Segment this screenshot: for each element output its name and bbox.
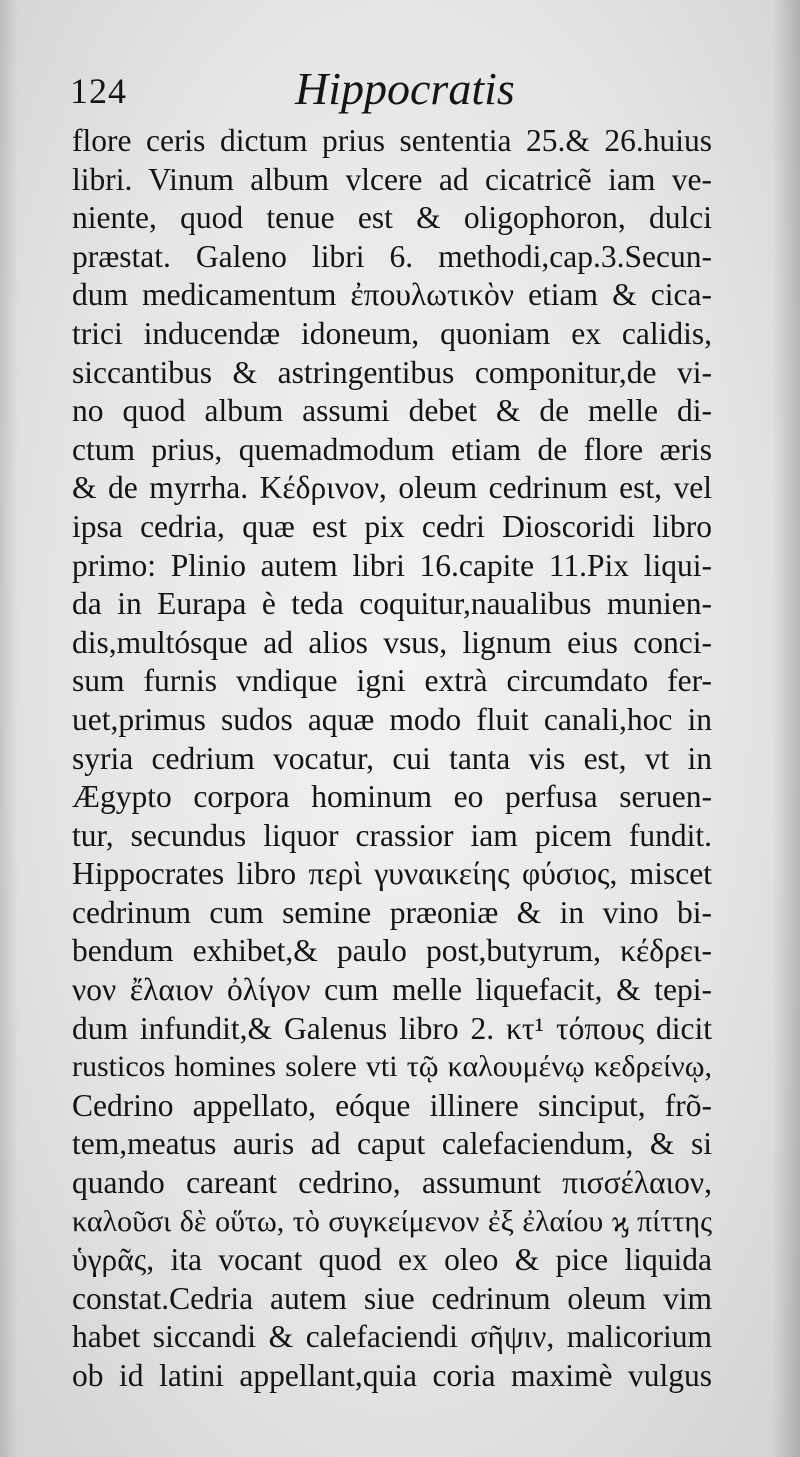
text-line: tur, secundus liquor crassior iam picem fundit. xyxy=(72,817,712,853)
text-line: uet,primus sudos aquæ modo fluit canali,hoc in xyxy=(72,701,712,737)
text-line: dis,multósque ad alios vsus, lignum eius conci- xyxy=(72,624,712,660)
text-line: dum infundit,& Galenus libro 2. κτ¹ τόπους dicit xyxy=(72,1010,712,1046)
text-line: Hippocrates libro περὶ γυναικείης φύσιος, miscet xyxy=(72,856,712,892)
text-line: quando careant cedrino, assumunt πισσέλαιον, xyxy=(72,1165,712,1201)
running-head: Hippocratis xyxy=(295,63,515,114)
body-text xyxy=(72,122,712,1396)
text-line: Ægypto corpora hominum eo perfusa seruen- xyxy=(72,779,712,815)
text-line: cedrinum cum semine præoniæ & in vino bi- xyxy=(72,894,712,930)
text-line: Cedrino appellato, eóque illinere sinciput, frõ- xyxy=(72,1087,712,1123)
page-header xyxy=(70,62,710,122)
text-line: tem,meatus auris ad caput calefaciendum, & si xyxy=(72,1126,712,1162)
text-line: ctum prius, quemadmodum etiam de flore æris xyxy=(72,431,712,467)
page-gutter-shadow xyxy=(0,0,18,1457)
text-line: νον ἔλαιον ὀλίγον cum melle liquefacit, & tepi- xyxy=(72,972,712,1008)
text-line: habet siccandi & calefaciendi σῆψιν, malicorium xyxy=(72,1319,712,1355)
text-line: ipsa cedria, quæ est pix cedri Dioscoridi libro xyxy=(72,508,712,544)
text-line: niente, quod tenue est & oligophoron, dulci xyxy=(72,200,712,236)
page-edge-shadow xyxy=(772,0,800,1457)
text-line: & de myrrha. Κέδρινον, oleum cedrinum est, vel xyxy=(72,470,712,506)
text-line: præstat. Galeno libri 6. methodi,cap.3.Secun- xyxy=(72,238,712,274)
text-line: constat.Cedria autem siue cedrinum oleum vim xyxy=(72,1280,712,1316)
text-line: καλοῦσι δὲ οὕτω, τὸ συγκείμενον ἐξ ἐλαίου ϗ πίττης xyxy=(72,1204,712,1238)
text-line: ob id latini appellant,quia coria maximè vulgus xyxy=(72,1358,712,1393)
text-line: rusticos homines solere vti τῷ καλουμένῳ κεδρείνῳ, xyxy=(72,1050,712,1084)
text-line: primo: Plinio autem libri 16.capite 11.Pix liqui- xyxy=(72,547,712,583)
text-line: libri. Vinum album vlcere ad cicatricẽ iam ve- xyxy=(72,161,712,197)
text-line: syria cedrium vocatur, cui tanta vis est, vt in xyxy=(72,740,712,776)
text-line: bendum exhibet,& paulo post,butyrum, κέδρει- xyxy=(72,933,712,969)
text-line: ὑγρᾶς, ita vocant quod ex oleo & pice liquida xyxy=(72,1242,712,1278)
text-line: da in Eurapa è teda coquitur,naualibus munien- xyxy=(72,586,712,622)
text-line: trici inducendæ idoneum, quoniam ex calidis, xyxy=(72,315,712,351)
text-line: dum medicamentum ἐπουλωτικὸν etiam & cica- xyxy=(72,277,712,313)
text-line: siccantibus & astringentibus componitur,de vi- xyxy=(72,354,712,390)
text-line: sum furnis vndique igni extrà circumdato fer- xyxy=(72,663,712,699)
text-line: flore ceris dictum prius sententia 25.& 26.huius xyxy=(72,123,712,158)
text-line: no quod album assumi debet & de melle di- xyxy=(72,393,712,429)
page-number: 124 xyxy=(70,71,127,111)
